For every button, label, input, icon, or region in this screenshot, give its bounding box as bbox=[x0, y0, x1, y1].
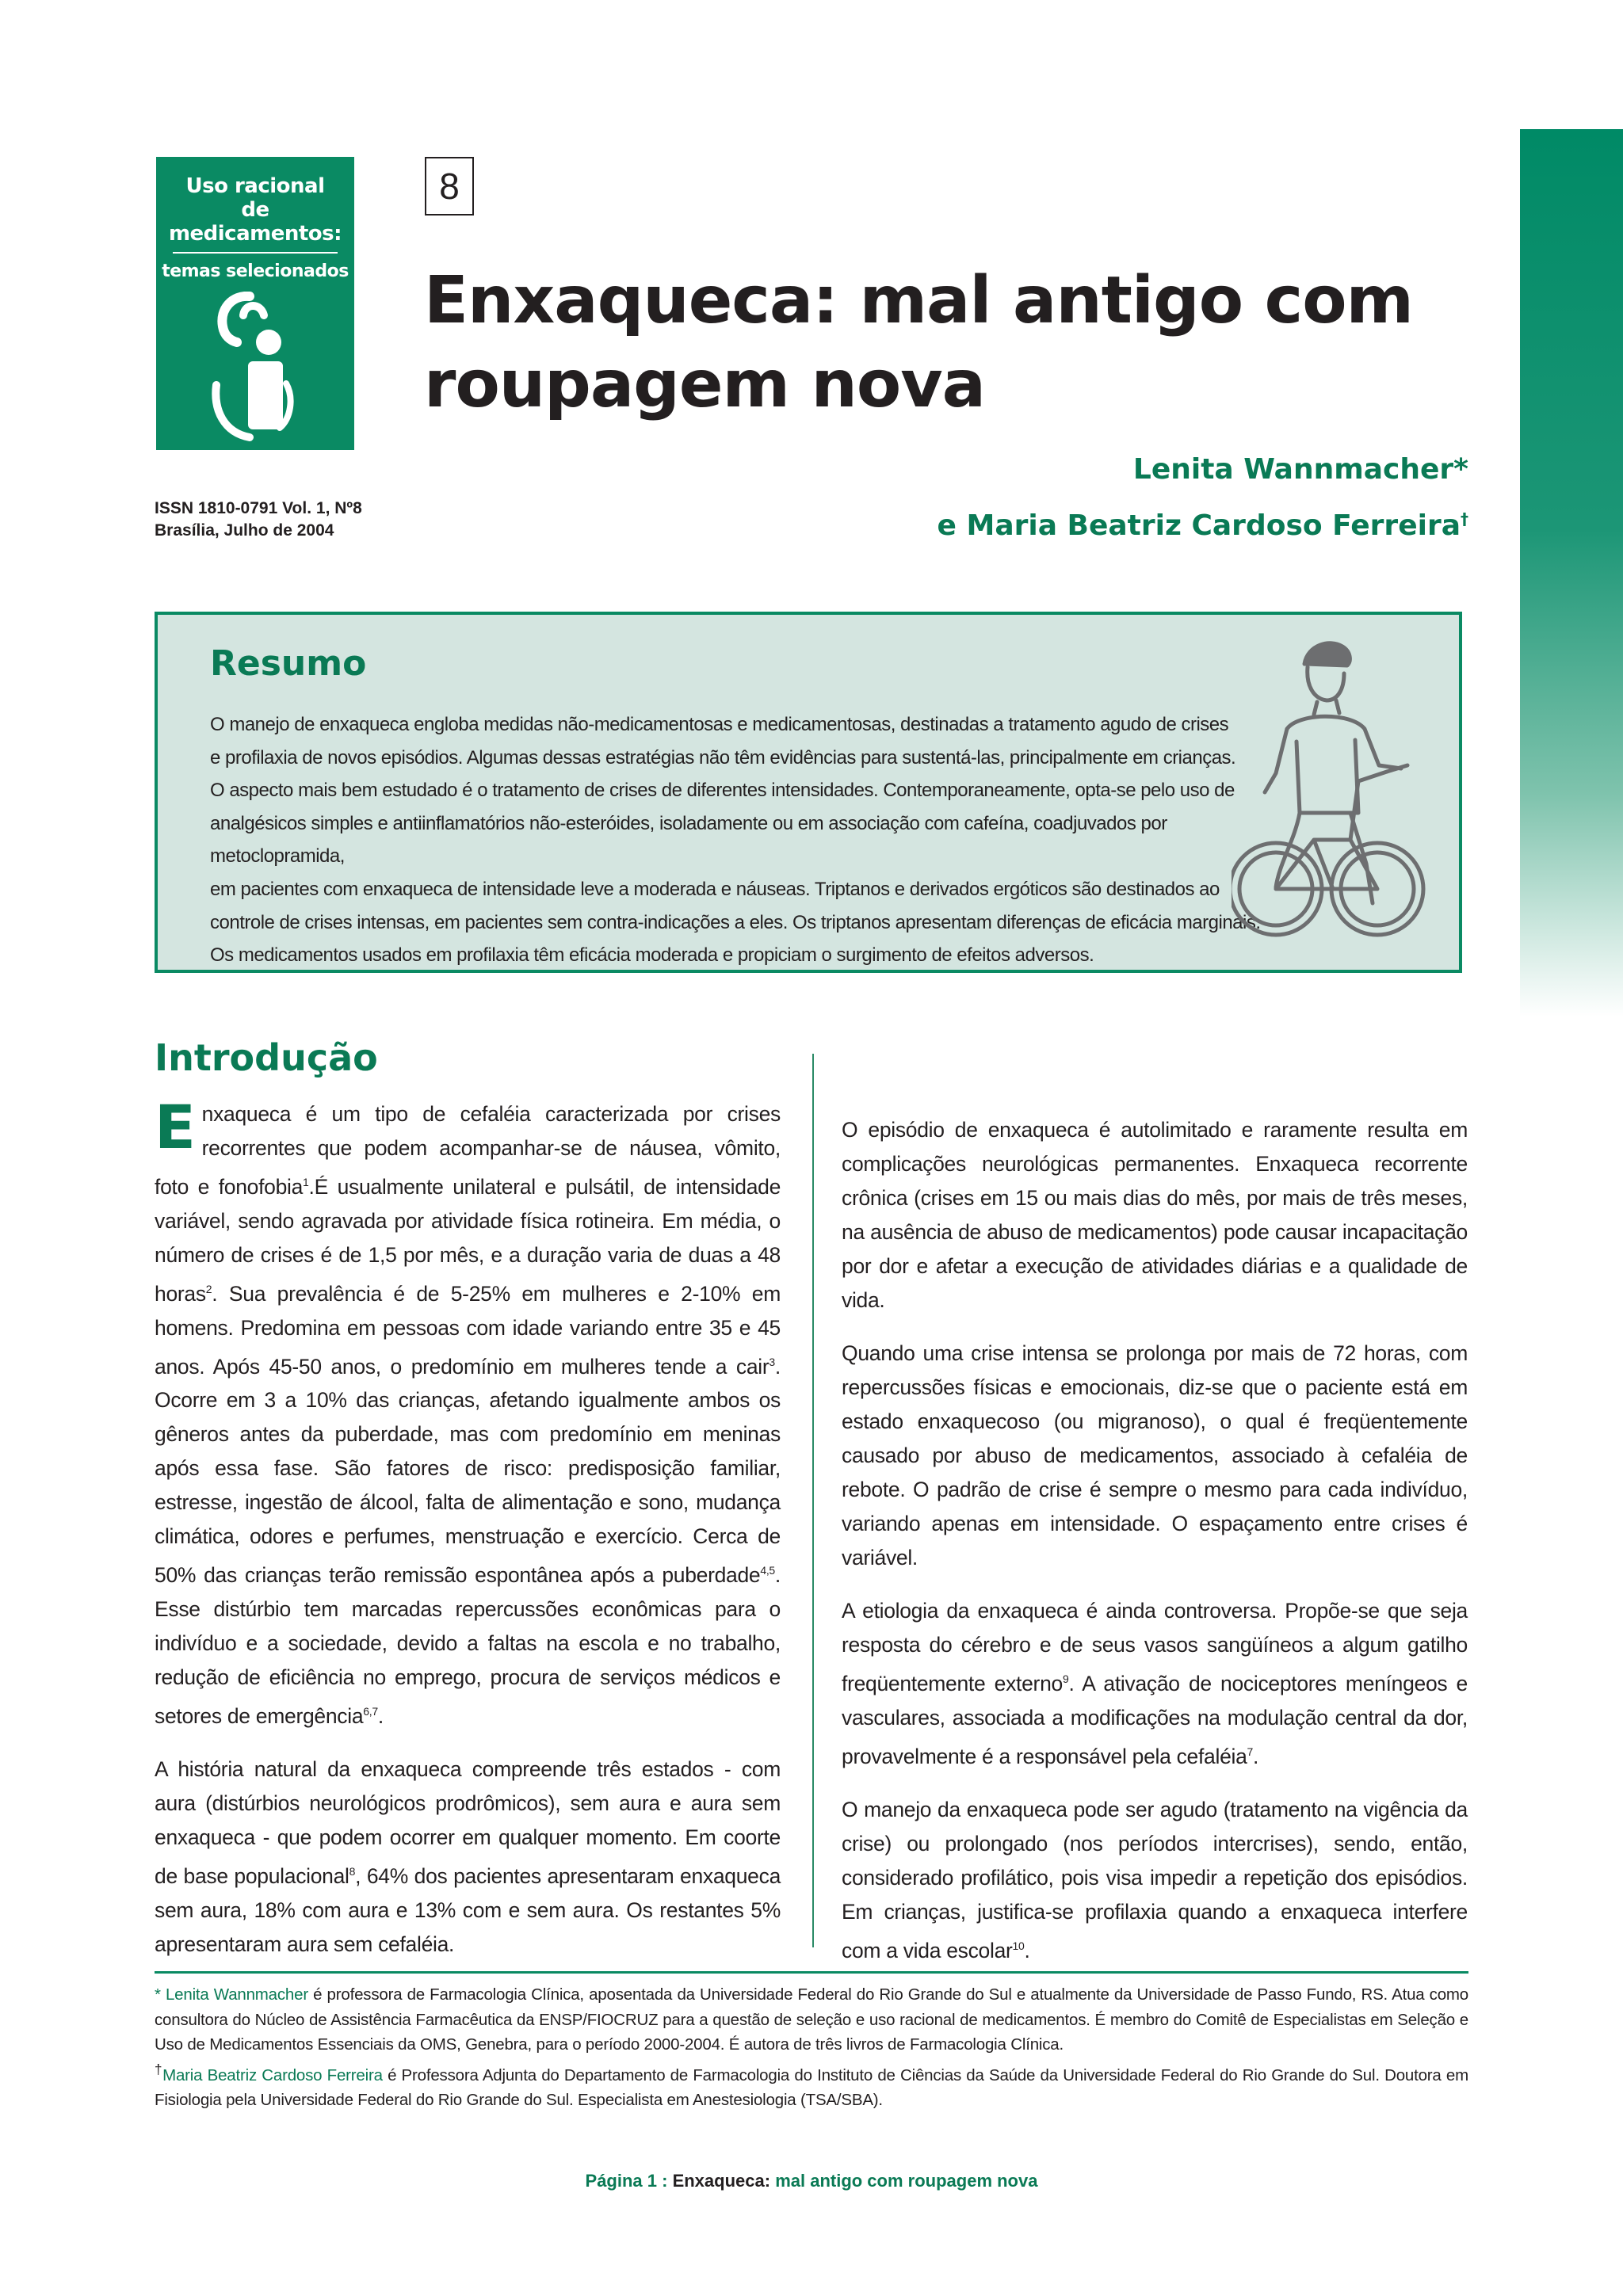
author-1: Lenita Wannmacher* bbox=[1132, 453, 1468, 486]
paragraph: O episódio de enxaqueca é autolimitado e raramente resulta em complicações neurológicas permanentes. Enxaqueca recorrente crônica (crises em 15 ou mais dias do mês, por mais de três meses, na ausência de abuso de medicamentos) pode causar incapacitação por dor e afetar a execução de atividades diárias e a qualidade de vida. bbox=[842, 1118, 1468, 1312]
side-color-bar bbox=[1520, 129, 1623, 1016]
footnote-2: †Maria Beatriz Cardoso Ferreira é Professora Adjunta do Departamento de Farmacologia do Instituto de Ciências da Saúde da Universidade Federal do Rio Grande do Sul. Doutora em Fisiologia pela Universidade Federal do Rio Grande do Sul. Especialista em Anestesiologia (TSA/SBA). bbox=[155, 2061, 1468, 2109]
abstract-box bbox=[155, 612, 1462, 973]
page-number: Página 1 : bbox=[585, 2171, 668, 2191]
abstract-line: O manejo de enxaqueca engloba medidas não-medicamentosas e medicamentosas, destinadas a tratamento agudo de crises bbox=[210, 714, 1229, 735]
paragraph: A etiologia da enxaqueca é ainda controversa. Propõe-se que seja resposta do cérebro e de seus vasos sangüíneos a algum gatilho freqüentemente externo$^9$. A ativação de nociceptores meníngeos e vasculares, associada a modificações na modulação central da dor, provavelmente é a responsável pela cefaléia$^7$. bbox=[842, 1599, 1468, 1768]
column-right bbox=[842, 1113, 1468, 1986]
cyclist-illustration bbox=[1232, 626, 1430, 959]
footnotes bbox=[155, 1982, 1468, 2112]
footnote-1: * Lenita Wannmacher é professora de Farmacologia Clínica, aposentada da Universidade Federal do Rio Grande do Sul e atualmente da Universidade de Passo Fundo, RS. Atua como consultora do Núcleo de Assistência Farmacêutica da ENSP/FIOCRUZ para a questão de seleção e uso racional de medicamentos. É membro do Comitê de Especialistas em Seleção e Uso de Medicamentos Essenciais da OMS, Genebra, para o período 2000-2004. É autora de três livros de Farmacologia Clínica. bbox=[155, 1985, 1469, 2054]
article-title: Enxaqueca: mal antigo com roupagem nova bbox=[424, 263, 1414, 422]
page-footer: Página 1 : Enxaqueca: mal antigo com roupagem nova bbox=[585, 2171, 1038, 2191]
abstract-line: analgésicos simples e antiinflamatórios não-esteróides, isoladamente ou em associação com cafeína, coadjuvados por metoclopramida, bbox=[210, 812, 1167, 868]
logo-divider bbox=[173, 252, 338, 254]
authors bbox=[938, 445, 1468, 551]
drop-cap: E bbox=[155, 1092, 196, 1162]
abstract-text bbox=[210, 708, 1272, 972]
column-left bbox=[155, 1092, 781, 1981]
series-title: Uso racional de medicamentos: bbox=[168, 174, 342, 246]
info-person-icon bbox=[208, 292, 302, 450]
issn-volume: ISSN 1810-0791 Vol. 1, Nº8 bbox=[155, 499, 362, 517]
issue-number: 8 bbox=[425, 157, 474, 215]
paragraph: O manejo da enxaqueca pode ser agudo (tratamento na vigência da crise) ou prolongado (nos períodos intercrises), sendo, então, considerado profilático, pois visa impedir a repetição dos episódios. Em crianças, justifica-se profilaxia quando a enxaqueca interfere com a vida escolar$^{10}$. bbox=[842, 1797, 1468, 1962]
abstract-heading: Resumo bbox=[210, 643, 367, 684]
series-logo bbox=[156, 157, 354, 450]
abstract-line: em pacientes com enxaqueca de intensidade leve a moderada e náuseas. Triptanos e derivados ergóticos são destinados ao bbox=[210, 878, 1220, 900]
author-2: e Maria Beatriz Cardoso Ferreira† bbox=[937, 509, 1468, 542]
abstract-line: e profilaxia de novos episódios. Algumas dessas estratégias não têm evidências para sustentá-las, principalmente em crianças. bbox=[210, 746, 1236, 769]
footnote-divider bbox=[155, 1971, 1468, 1974]
abstract-line: O aspecto mais bem estudado é o tratamento de crises de diferentes intensidades. Contemporaneamente, opta-se pelo uso de bbox=[210, 780, 1235, 802]
series-subtitle: temas selecionados bbox=[162, 261, 349, 281]
place-date: Brasília, Julho de 2004 bbox=[155, 521, 334, 540]
paragraph: Enxaqueca é um tipo de cefaléia caracterizada por crises recorrentes que podem acompanhar-se de náusea, vômito, foto e fonofobia$^1$.É usualmente unilateral e pulsátil, de intensidade variável, sendo agravada por atividade física rotineira. Em média, o número de crises é de 1,5 por mês, e a duração varia de duas a 48 horas$^2$. Sua prevalência é de 5-25% em mulheres e 2-10% em homens. Predomina em pessoas com idade variando entre 35 e 45 anos. Após 45-50 anos, o predomínio em mulheres tende a cair$^3$. Ocorre em 3 a 10% das crianças, afetando igualmente ambos os gêneros antes da puberdade, mas com predomínio em meninas após essa fase. São fatores de risco: predisposição familiar, estresse, ingestão de álcool, falta de alimentação e sono, mudança climática, odores e perfumes, menstruação e exercício. Cerca de 50% das crianças terão remissão espontânea após a puberdade$^{4,5}$. Esse distúrbio tem marcadas repercussões econômicas para o indivíduo e a sociedade, devido a faltas na escola e no trabalho, redução de eficiência no emprego, procura de serviços médicos e setores de emergência$^{6,7}$. bbox=[155, 1092, 781, 1729]
paragraph: Quando uma crise intensa se prolonga por mais de 72 horas, com repercussões físicas e emocionais, diz-se que o paciente está em estado enxaquecoso (ou migranoso), o qual é freqüentemente causado por abuso de medicamentos, associado à cefaléia de rebote. O padrão de crise é sempre o mesmo para cada indivíduo, variando apenas em intensidade. O espaçamento entre crises é variável. bbox=[842, 1341, 1468, 1569]
issue-info bbox=[155, 498, 362, 542]
abstract-line: controle de crises intensas, em pacientes sem contra-indicações a eles. Os triptanos apresentam diferenças de eficácia marginais. bbox=[210, 911, 1261, 933]
abstract-line: Os medicamentos usados em profilaxia têm eficácia moderada e propiciam o surgimento de efeitos adversos. bbox=[210, 944, 1094, 967]
section-heading: Introdução bbox=[155, 1036, 378, 1079]
column-divider bbox=[812, 1054, 814, 1947]
paragraph: A história natural da enxaqueca compreende três estados - com aura (distúrbios neurológicos prodrômicos), sem aura e aura sem enxaqueca - que podem ocorrer em qualquer momento. Em coorte de base populacional$^8$, 64% dos pacientes apresentaram enxaqueca sem aura, 18% com aura e 13% com e sem aura. Os restantes 5% apresentaram aura sem cefaléia. bbox=[155, 1757, 781, 1956]
